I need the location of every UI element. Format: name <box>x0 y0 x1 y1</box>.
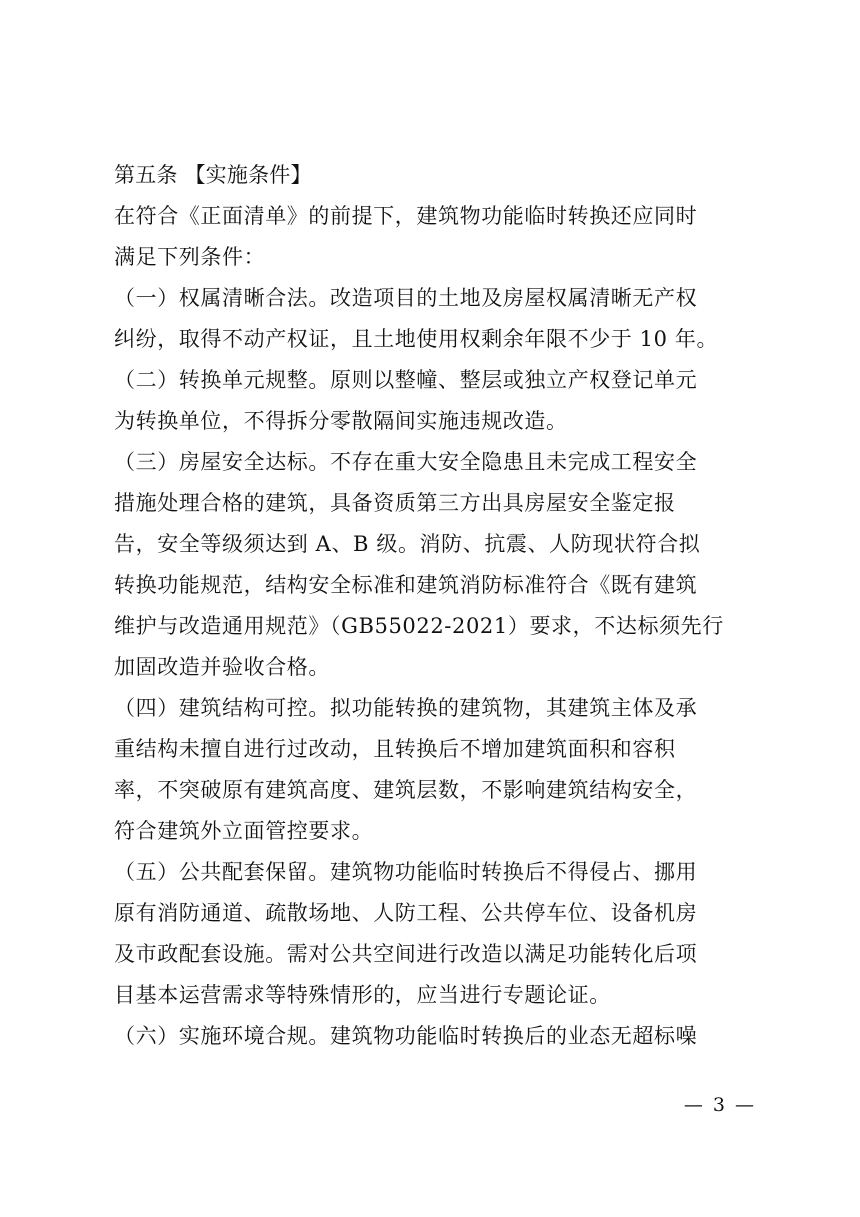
text-line: 符合建筑外立面管控要求。 <box>114 819 374 843</box>
text-line: 措施处理合格的建筑，具备资质第三方出具房屋安全鉴定报 <box>114 491 676 515</box>
text-line: 在符合《正面清单》的前提下，建筑物功能临时转换还应同时 <box>114 204 698 228</box>
text-line: （六）实施环境合规。建筑物功能临时转换后的业态无超标噪 <box>114 1024 698 1048</box>
text-line: 及市政配套设施。需对公共空间进行改造以满足功能转化后项 <box>114 942 698 966</box>
text-line: 告，安全等级须达到 A、B 级。消防、抗震、人防现状符合拟 <box>114 532 701 556</box>
text-line: 维护与改造通用规范》（GB55022-2021）要求，不达标须先行 <box>114 614 724 638</box>
text-line: 转换功能规范，结构安全标准和建筑消防标准符合《既有建筑 <box>114 573 698 597</box>
text-line: （五）公共配套保留。建筑物功能临时转换后不得侵占、挪用 <box>114 860 698 884</box>
document-body <box>114 155 764 1057</box>
text-line: （四）建筑结构可控。拟功能转换的建筑物，其建筑主体及承 <box>114 696 698 720</box>
text-line: （二）转换单元规整。原则以整幢、整层或独立产权登记单元 <box>114 368 698 392</box>
text-line: 为转换单位，不得拆分零散隔间实施违规改造。 <box>114 409 568 433</box>
text-line: （一）权属清晰合法。改造项目的土地及房屋权属清晰无产权 <box>114 286 698 310</box>
text-line: 重结构未擅自进行过改动，且转换后不增加建筑面积和容积 <box>114 737 676 761</box>
text-line: 率，不突破原有建筑高度、建筑层数，不影响建筑结构安全， <box>114 778 698 802</box>
text-line: （三）房屋安全达标。不存在重大安全隐患且未完成工程安全 <box>114 450 698 474</box>
text-line: 纠纷，取得不动产权证，且土地使用权剩余年限不少于 10 年。 <box>114 327 719 351</box>
text-line: 原有消防通道、疏散场地、人防工程、公共停车位、设备机房 <box>114 901 698 925</box>
text-line: 目基本运营需求等特殊情形的，应当进行专题论证。 <box>114 983 611 1007</box>
page-number: — 3 — <box>683 1094 756 1116</box>
text-line: 加固改造并验收合格。 <box>114 655 330 679</box>
text-line: 满足下列条件： <box>114 245 266 269</box>
article-heading: 第五条 【实施条件】 <box>114 163 312 187</box>
